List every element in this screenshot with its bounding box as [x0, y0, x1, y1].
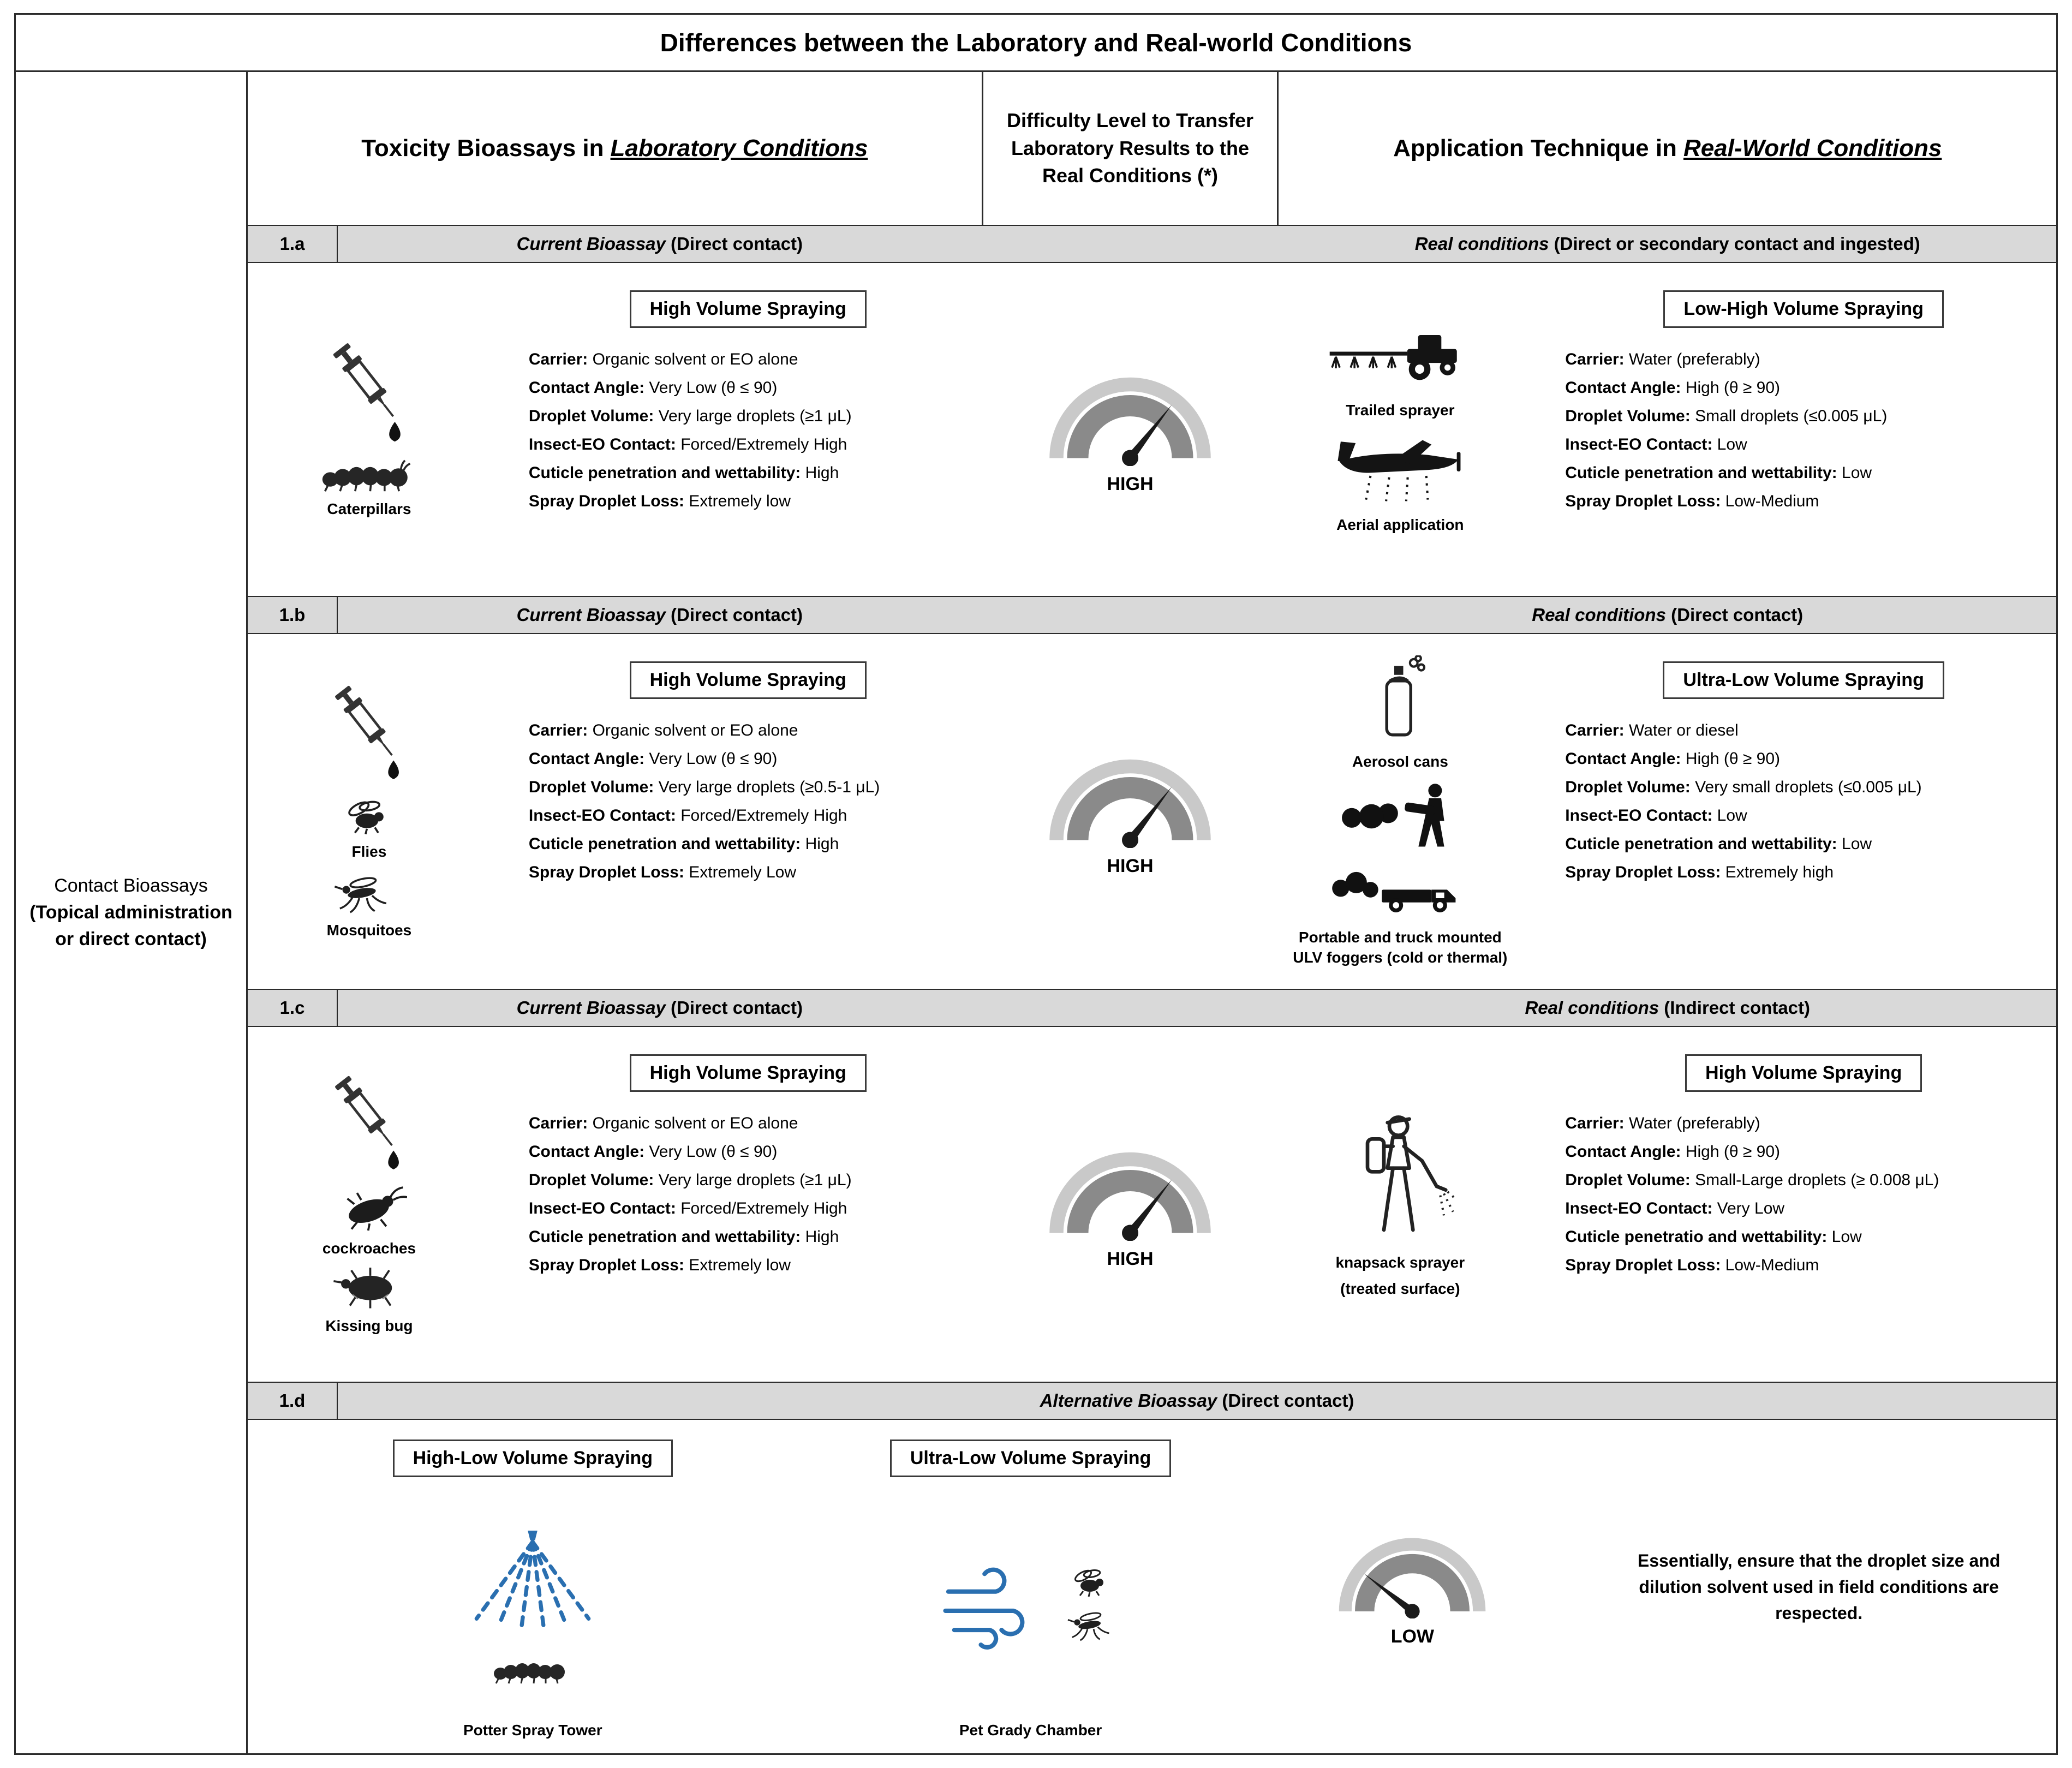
real-header-name: Real-World Conditions	[1683, 135, 1942, 162]
column-header-row	[248, 72, 2056, 225]
lab-properties	[529, 349, 968, 512]
property-line: Carrier: Water (preferably)	[1565, 350, 1760, 368]
real-conditions-header: Real conditions (Direct or secondary contact and ingested)	[1414, 234, 1920, 254]
property-line: Insect-EO Contact: Low	[1565, 807, 1747, 825]
real-properties	[1565, 720, 2042, 883]
row-group-title: Contact Bioassays	[54, 875, 208, 896]
table-main	[248, 72, 2056, 1753]
section-id: 1.d	[248, 1383, 338, 1419]
application-caption: Aerosol cans	[1352, 752, 1448, 770]
cockroach-icon	[331, 1183, 407, 1232]
section-1c-header	[248, 989, 2056, 1027]
section-1c	[248, 1027, 2056, 1382]
knapsack-sprayer-icon	[1346, 1110, 1455, 1246]
application-caption: knapsack sprayer	[1335, 1253, 1465, 1271]
row-group-subtitle: (Topical administration or direct contact)	[29, 901, 232, 950]
real-method-box: High Volume Spraying	[1685, 1054, 1922, 1092]
gauge-label: HIGH	[1107, 1249, 1154, 1270]
figure-border	[14, 13, 2058, 1755]
property-line: Cuticle penetration and wettability: High	[528, 1228, 839, 1246]
figure-body	[16, 72, 2056, 1753]
potter-tower-column	[248, 1420, 818, 1753]
application-caption: (treated surface)	[1340, 1280, 1460, 1297]
lab-insects	[248, 634, 491, 989]
insect-caption: Flies	[351, 843, 387, 860]
fogger-operator-icon	[1332, 778, 1468, 855]
figure-title: Differences between the Laboratory and Real-world Conditions	[16, 15, 2056, 72]
property-line: Droplet Volume: Very small droplets (≤0.005 μL)	[1565, 778, 1922, 796]
real-column-header	[1279, 72, 2056, 225]
property-line: Carrier: Water or diesel	[1565, 721, 1739, 739]
insect-caption: Mosquitoes	[326, 922, 412, 939]
section-1a-header	[248, 225, 2056, 263]
property-line: Contact Angle: Very Low (θ ≤ 90)	[528, 379, 778, 397]
property-line: Contact Angle: High (θ ≥ 90)	[1565, 379, 1781, 397]
bioassay-header: Current Bioassay (Direct contact)	[516, 605, 803, 625]
real-details	[1521, 1027, 2056, 1382]
property-line: Spray Droplet Loss: Low-Medium	[1565, 492, 1819, 510]
caterpillar-icon	[492, 1654, 574, 1685]
apparatus-caption: Pet Grady Chamber	[959, 1722, 1102, 1739]
bioassay-header: Alternative Bioassay (Direct contact)	[1040, 1390, 1354, 1411]
difficulty-cell	[1243, 1420, 1581, 1753]
real-application-icons	[1279, 263, 1521, 596]
property-line: Insect-EO Contact: Very Low	[1565, 1199, 1785, 1217]
lab-insects	[248, 1027, 491, 1382]
property-line: Carrier: Water (preferably)	[1565, 1114, 1760, 1132]
alt-method-box: Ultra-Low Volume Spraying	[890, 1440, 1171, 1477]
property-line: Contact Angle: Very Low (θ ≤ 90)	[528, 750, 778, 768]
insect-caption: Kissing bug	[325, 1317, 413, 1334]
caterpillar-icon	[320, 456, 418, 493]
real-application-icons	[1279, 1027, 1521, 1382]
property-line: Contact Angle: Very Low (θ ≤ 90)	[528, 1143, 778, 1161]
lab-details	[491, 1027, 982, 1382]
insect-caption: cockroaches	[322, 1239, 416, 1257]
property-line: Insect-EO Contact: Forced/Extremely High	[528, 435, 847, 453]
real-conditions-header: Real conditions (Direct contact)	[1532, 605, 1804, 625]
section-1d-header	[248, 1382, 2056, 1420]
real-application-icons	[1279, 634, 1521, 989]
difficulty-gauge-low-icon	[1330, 1526, 1494, 1618]
lab-properties	[529, 1113, 968, 1276]
real-properties	[1565, 349, 2042, 512]
difficulty-cell	[982, 263, 1279, 596]
property-line: Droplet Volume: Very large droplets (≥1 μL)	[528, 1171, 852, 1189]
syringe-icon	[325, 683, 413, 786]
kissing-bug-icon	[328, 1265, 410, 1310]
gauge-label: LOW	[1390, 1626, 1434, 1647]
test-insects	[1067, 1563, 1124, 1641]
grady-chamber-column	[818, 1420, 1244, 1753]
property-line: Cuticle penetratio and wettability: Low	[1565, 1228, 1862, 1246]
section-id: 1.c	[248, 990, 338, 1026]
potter-spray-icon	[451, 1531, 614, 1651]
wind-and-insects	[938, 1563, 1124, 1653]
difficulty-gauge-high-icon	[1040, 364, 1220, 467]
property-line: Carrier: Organic solvent or EO alone	[528, 1114, 798, 1132]
property-line: Droplet Volume: Very large droplets (≥0.5-1 μL)	[528, 778, 880, 796]
lab-column-header	[248, 72, 982, 225]
aerial-application-icon	[1324, 427, 1477, 509]
mosquito-icon	[333, 868, 404, 914]
property-line: Spray Droplet Loss: Extremely Low	[528, 863, 796, 881]
difficulty-gauge-high-icon	[1040, 746, 1220, 849]
property-line: Spray Droplet Loss: Extremely high	[1565, 863, 1834, 881]
property-line: Droplet Volume: Very large droplets (≥1 μL)	[528, 407, 852, 425]
row-group-label	[16, 72, 248, 1753]
property-line: Carrier: Organic solvent or EO alone	[528, 350, 798, 368]
property-line: Spray Droplet Loss: Extremely low	[528, 1256, 791, 1274]
application-caption: Trailed sprayer	[1346, 401, 1455, 419]
lab-details	[491, 263, 982, 596]
application-caption: Aerial application	[1336, 516, 1464, 533]
gauge-label: HIGH	[1107, 856, 1154, 877]
property-line: Cuticle penetration and wettability: High	[528, 835, 839, 853]
property-line: Cuticle penetration and wettability: High	[528, 464, 839, 482]
aerosol-can-icon	[1370, 655, 1430, 745]
insect-caption: Caterpillars	[327, 500, 411, 517]
section-1d	[248, 1420, 2056, 1753]
lab-header-name: Laboratory Conditions	[610, 135, 868, 162]
field-note-column	[1581, 1420, 2056, 1753]
section-id: 1.b	[248, 597, 338, 633]
ulv-truck-icon	[1329, 861, 1471, 921]
property-line: Cuticle penetration and wettability: Low	[1565, 835, 1872, 853]
property-line: Insect-EO Contact: Forced/Extremely High	[528, 807, 847, 825]
lab-properties	[529, 720, 968, 883]
property-line: Contact Angle: High (θ ≥ 90)	[1565, 750, 1781, 768]
section-1a	[248, 263, 2056, 596]
lab-method-box: High Volume Spraying	[630, 290, 867, 328]
application-caption: Portable and truck mounted ULV foggers (cold or thermal)	[1293, 929, 1508, 966]
real-header-prefix: Application Technique in	[1393, 135, 1677, 162]
real-method-box: Low-High Volume Spraying	[1663, 290, 1944, 328]
lab-insects	[248, 263, 491, 596]
property-line: Droplet Volume: Small droplets (≤0.005 μL)	[1565, 407, 1888, 425]
property-line: Droplet Volume: Small-Large droplets (≥ 0.008 μL)	[1565, 1171, 1939, 1189]
syringe-icon	[325, 1073, 413, 1176]
syringe-icon	[323, 340, 415, 449]
potter-tower-icons	[451, 1494, 614, 1722]
fly-icon	[1067, 1563, 1116, 1598]
section-1b-header	[248, 596, 2056, 634]
fly-icon	[339, 793, 399, 835]
bioassay-header: Current Bioassay (Direct contact)	[516, 234, 803, 254]
grady-chamber-icons	[938, 1494, 1124, 1722]
difficulty-gauge-high-icon	[1040, 1139, 1220, 1241]
lab-method-box: High Volume Spraying	[630, 661, 867, 699]
property-line: Spray Droplet Loss: Low-Medium	[1565, 1256, 1819, 1274]
property-line: Insect-EO Contact: Forced/Extremely High	[528, 1199, 847, 1217]
difficulty-cell	[982, 1027, 1279, 1382]
gauge-label: HIGH	[1107, 474, 1154, 495]
real-properties	[1565, 1113, 2042, 1276]
real-details	[1521, 634, 2056, 989]
real-conditions-header: Real conditions (Indirect contact)	[1525, 998, 1810, 1018]
alt-method-box: High-Low Volume Spraying	[393, 1440, 673, 1477]
trailed-sprayer-icon	[1327, 324, 1474, 394]
difficulty-cell	[982, 634, 1279, 989]
field-note: Essentially, ensure that the droplet size and dilution solvent used in field conditions are respected.	[1637, 1550, 2001, 1623]
real-method-box: Ultra-Low Volume Spraying	[1663, 661, 1944, 699]
property-line: Insect-EO Contact: Low	[1565, 435, 1747, 453]
property-line: Carrier: Organic solvent or EO alone	[528, 721, 798, 739]
lab-header-prefix: Toxicity Bioassays in	[361, 135, 604, 162]
difficulty-column-header: Difficulty Level to Transfer Laboratory Results to the Real Conditions (*)	[982, 72, 1279, 225]
lab-details	[491, 634, 982, 989]
lab-method-box: High Volume Spraying	[630, 1054, 867, 1092]
apparatus-caption: Potter Spray Tower	[463, 1722, 602, 1739]
property-line: Spray Droplet Loss: Extremely low	[528, 492, 791, 510]
property-line: Cuticle penetration and wettability: Low	[1565, 464, 1872, 482]
section-id: 1.a	[248, 226, 338, 262]
wind-icon	[938, 1563, 1064, 1653]
section-1b	[248, 634, 2056, 989]
real-details	[1521, 263, 2056, 596]
bioassay-header: Current Bioassay (Direct contact)	[516, 998, 803, 1018]
mosquito-icon	[1067, 1605, 1124, 1641]
property-line: Contact Angle: High (θ ≥ 90)	[1565, 1143, 1781, 1161]
